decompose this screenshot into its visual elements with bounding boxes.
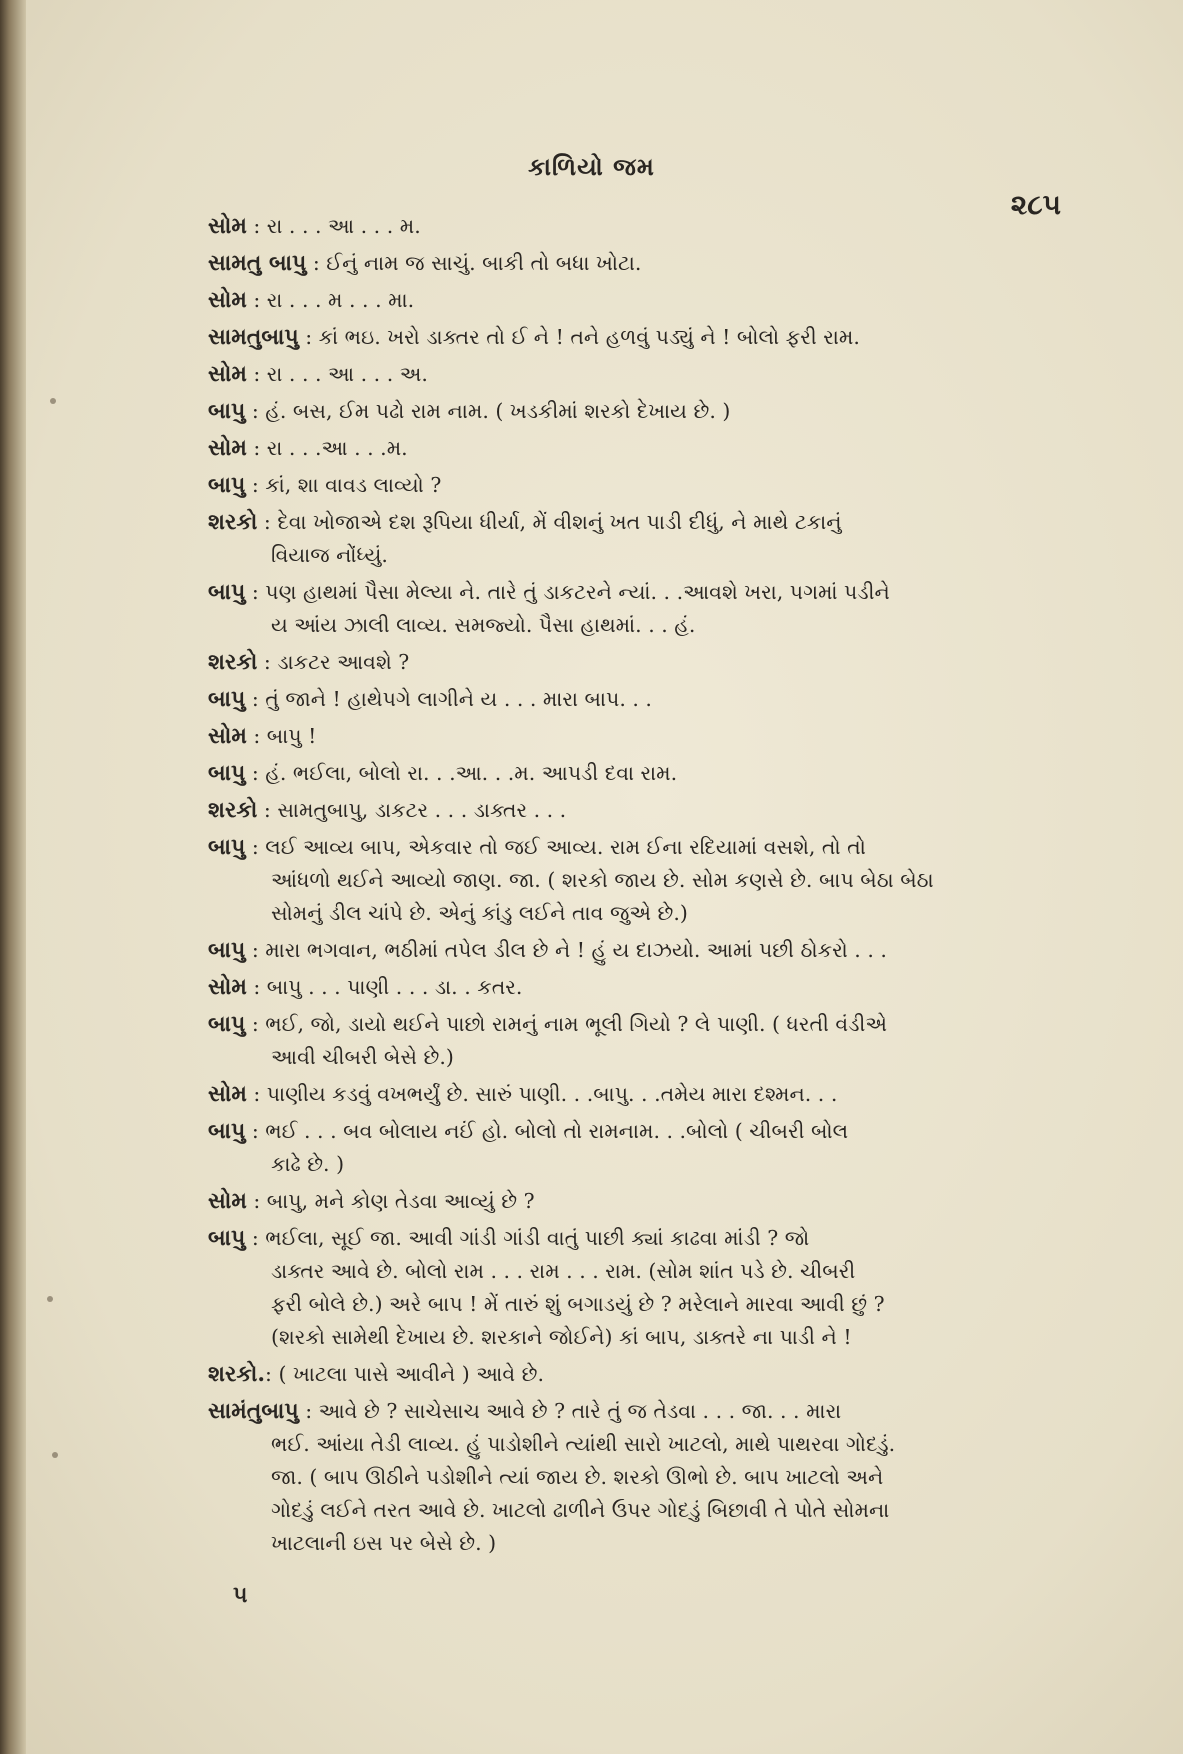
dialogue-text: : ભઈલા, સૂઈ જા. આવી ગાંડી ગાંડી વાતું પાછી ક્યાં કાઢવા માંડી ? જો <box>245 1226 810 1250</box>
speaker-name: બાપુ <box>208 472 246 498</box>
dialogue-line <box>208 358 1068 391</box>
dialogue-text: : બાપુ, મને કોણ તેડવા આવ્યું છે ? <box>246 1189 535 1213</box>
dialogue-continuation <box>208 1527 1068 1560</box>
dialogue-continuation <box>208 609 1068 642</box>
dialogue-line <box>208 831 1068 864</box>
speaker-name: બાપુ <box>208 1011 246 1037</box>
dialogue-text: આવી ચીબરી બેસે છે.) <box>271 1045 454 1069</box>
dialogue-continuation <box>208 1321 1068 1354</box>
dialogue-continuation <box>208 1461 1068 1494</box>
dialogue-text: જા. ( બાપ ઊઠીને પડોશીને ત્યાં જાય છે. શરકો ઊભો છે. બાપ ખાટલો અને <box>271 1465 884 1489</box>
dialogue-line <box>208 1222 1068 1255</box>
dialogue-text: સોમનું ડીલ ચાંપે છે. એનું કાંડુ લઈને તાવ જુએ છે.) <box>271 901 688 925</box>
speaker-name: સોમ <box>208 361 247 387</box>
dialogue-line <box>208 395 1068 428</box>
speaker-name: બાપુ <box>208 1225 246 1251</box>
speaker-name: બાપુ <box>208 686 246 712</box>
dialogue-line <box>208 210 1068 243</box>
dialogue-line <box>208 284 1068 317</box>
dialogue-continuation <box>208 539 1068 572</box>
dialogue-text: કાઢે છે. ) <box>271 1152 345 1176</box>
speaker-name: સામતુ બાપુ <box>208 250 307 276</box>
speaker-name: બાપુ <box>208 1118 246 1144</box>
dialogue-line <box>208 1008 1068 1041</box>
dialogue-text: : કાં ભઇ. ખરો ડાક્તર તો ઈ ને ! તને હળવું પડ્યું ને ! બોલો ફરી રામ. <box>298 325 860 349</box>
dialogue-continuation <box>208 1255 1068 1288</box>
dialogue-text: : હં. બસ, ઈમ પઢો રામ નામ. ( ખડકીમાં શરકો દેખાય છે. ) <box>245 399 731 423</box>
speaker-name: બાપુ <box>208 398 246 424</box>
dialogue-line <box>208 1358 1068 1391</box>
dialogue-continuation <box>208 1148 1068 1181</box>
dialogue-text: ય આંય ઝાલી લાવ્ય. સમજ્યો. પૈસા હાથમાં. . . હં. <box>271 613 696 637</box>
dialogue-line <box>208 934 1068 967</box>
dialogue-text: ફરી બોલે છે.) અરે બાપ ! મેં તારું શું બગાડયું છે ? મરેલાને મારવા આવી છું ? <box>271 1292 885 1316</box>
ink-spot <box>52 1452 58 1458</box>
speaker-name: બાપુ <box>208 834 246 860</box>
play-dialogue <box>208 206 1068 1560</box>
dialogue-text: : રા . . . આ . . . મ. <box>246 214 421 238</box>
dialogue-text: : ઈનું નામ જ સાચું. બાકી તો બધા ખોટા. <box>306 251 642 275</box>
page-binding-edge <box>0 0 26 1754</box>
dialogue-line <box>208 1078 1068 1111</box>
dialogue-text: : કાં, શા વાવડ લાવ્યો ? <box>245 473 442 497</box>
dialogue-continuation <box>208 864 1068 897</box>
dialogue-line <box>208 971 1068 1004</box>
speaker-name: શરકો <box>208 509 258 535</box>
dialogue-text: : ડાકટર આવશે ? <box>257 650 410 674</box>
dialogue-line <box>208 469 1068 502</box>
dialogue-line <box>208 683 1068 716</box>
dialogue-line <box>208 506 1068 539</box>
page-number: ૨૮૫ <box>1010 188 1061 221</box>
dialogue-line <box>208 1185 1068 1218</box>
dialogue-line <box>208 720 1068 753</box>
dialogue-text: : પાણીય કડવું વખભર્યું છે. સારું પાણી. . .બાપુ. . .તમેય મારા દશ્મન. . . <box>246 1082 838 1106</box>
dialogue-continuation <box>208 897 1068 930</box>
dialogue-text: ડાક્તર આવે છે. બોલો રામ . . . રામ . . . રામ. (સોમ શાંત પડે છે. ચીબરી <box>271 1259 856 1283</box>
dialogue-line <box>208 321 1068 354</box>
dialogue-text: ગોદડું લઈને તરત આવે છે. ખાટલો ઢાળીને ઉપર ગોદડું બિછાવી તે પોતે સોમના <box>271 1498 890 1522</box>
dialogue-line <box>208 1395 1068 1428</box>
ink-spot <box>50 398 56 404</box>
speaker-name: સોમ <box>208 1188 247 1214</box>
speaker-name: શરકો. <box>208 1361 266 1387</box>
dialogue-text: : રા . . .આ . . .મ. <box>246 436 408 460</box>
dialogue-text: વિયાજ નોંધ્યું. <box>271 543 388 567</box>
dialogue-text: : સામતુબાપુ, ડાકટર . . . ડાક્તર . . . <box>257 798 567 822</box>
dialogue-text: : દેવા ખોજાએ દશ રૂપિયા ધીર્યા, મેં વીશનું ખત પાડી દીધું, ને માથે ટકાનું <box>257 510 842 534</box>
dialogue-line <box>208 1115 1068 1148</box>
dialogue-line <box>208 794 1068 827</box>
dialogue-text: : ભઈ . . . બવ બોલાય નઈં હો. બોલો તો રામનામ. . .બોલો ( ચીબરી બોલ <box>245 1119 849 1143</box>
signature-mark: ૫ <box>233 1582 248 1608</box>
dialogue-text: : મારા ભગવાન, ભઠીમાં તપેલ ડીલ છે ને ! હું ય દાઝયો. આમાં પછી ઠોકરો . . . <box>245 938 887 962</box>
dialogue-text: : ભઈ, જો, ડાયો થઈને પાછો રામનું નામ ભૂલી ગિયો ? લે પાણી. ( ધરતી વંડીએ <box>245 1012 887 1036</box>
dialogue-line <box>208 576 1068 609</box>
ink-spot <box>47 1296 53 1302</box>
dialogue-text: ભઈ. આંયા તેડી લાવ્ય. હું પાડોશીને ત્યાંથી સારો ખાટલો, માથે પાથરવા ગોદડું. <box>271 1432 896 1456</box>
speaker-name: બાપુ <box>208 937 246 963</box>
speaker-name: સોમ <box>208 213 247 239</box>
dialogue-text: ખાટલાની ઇસ પર બેસે છે. ) <box>271 1531 497 1555</box>
running-header-title: કાળિયો જમ <box>528 152 655 181</box>
dialogue-text: : રા . . . મ . . . મા. <box>246 288 415 312</box>
speaker-name: બાપુ <box>208 760 246 786</box>
speaker-name: સોમ <box>208 435 247 461</box>
dialogue-text: : હં. ભઈલા, બોલો રા. . .આ. . .મ. આપડી દવા રામ. <box>245 761 678 785</box>
dialogue-text: : બાપુ ! <box>246 724 317 748</box>
dialogue-text: : ( ખાટલા પાસે આવીને ) આવે છે. <box>265 1362 544 1386</box>
dialogue-text: : તું જાને ! હાથેપગે લાગીને ય . . . મારા બાપ. . . <box>245 687 652 711</box>
speaker-name: સોમ <box>208 723 247 749</box>
speaker-name: સોમ <box>208 974 247 1000</box>
dialogue-text: : બાપુ . . . પાણી . . . ડા. . કતર. <box>246 975 523 999</box>
dialogue-text: : રા . . . આ . . . અ. <box>246 362 428 386</box>
dialogue-continuation <box>208 1494 1068 1527</box>
dialogue-line <box>208 757 1068 790</box>
dialogue-text: આંધળો થઈને આવ્યો જાણ. જા. ( શરકો જાય છે. સોમ કણસે છે. બાપ બેઠા બેઠા <box>271 868 934 892</box>
dialogue-continuation <box>208 1428 1068 1461</box>
speaker-name: શરકો <box>208 797 258 823</box>
speaker-name: સામંતુબાપુ <box>208 1398 299 1424</box>
speaker-name: સોમ <box>208 287 247 313</box>
dialogue-line <box>208 432 1068 465</box>
speaker-name: શરકો <box>208 649 258 675</box>
speaker-name: સામતુબાપુ <box>208 324 299 350</box>
speaker-name: બાપુ <box>208 579 246 605</box>
dialogue-line <box>208 247 1068 280</box>
dialogue-text: (શરકો સામેથી દેખાય છે. શરકાને જોઈને) કાં બાપ, ડાક્તરે ના પાડી ને ! <box>271 1325 852 1349</box>
dialogue-line <box>208 646 1068 679</box>
dialogue-text: : આવે છે ? સાચેસાચ આવે છે ? તારે તું જ તેડવા . . . જા. . . મારા <box>298 1399 842 1423</box>
dialogue-text: : લઈ આવ્ય બાપ, એકવાર તો જઈ આવ્ય. રામ ઈના રદિયામાં વસશે, તો તો <box>245 835 866 859</box>
speaker-name: સોમ <box>208 1081 247 1107</box>
dialogue-continuation <box>208 1288 1068 1321</box>
dialogue-continuation <box>208 1041 1068 1074</box>
dialogue-text: : પણ હાથમાં પૈસા મેલ્યા ને. તારે તું ડાકટરને ન્યાં. . .આવશે ખરા, પગમાં પડીને <box>245 580 890 604</box>
